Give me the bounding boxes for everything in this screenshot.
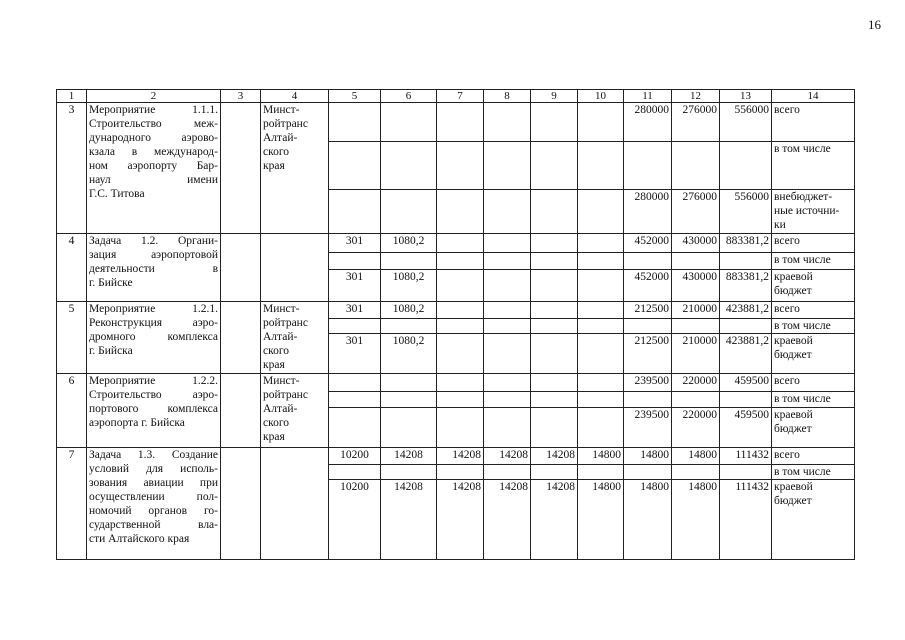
cell-col-8 (484, 270, 531, 302)
cell-col-5 (329, 408, 381, 448)
funding-source (772, 408, 855, 448)
cell-col-8 (484, 302, 531, 319)
executor-line: Минст- (263, 104, 300, 116)
cell-col-5 (329, 142, 381, 190)
funding-source: в том числе (772, 142, 855, 190)
cell-col-7 (437, 374, 484, 392)
cell-col-5 (329, 465, 381, 480)
cell-col-7 (437, 465, 484, 480)
measure-name-line: деятельности в (89, 263, 218, 275)
cell-col-3 (221, 374, 261, 448)
cell-col-9 (531, 319, 578, 334)
executor-line: Алтай- (263, 331, 298, 343)
cell-col-8 (484, 253, 531, 270)
executor-line: ского (263, 417, 290, 429)
measure-name (87, 103, 221, 234)
measure-name-line: Задача 1.3. Создание (89, 449, 218, 461)
cell-col-6: 1080,2 (381, 234, 437, 253)
cell-col-5 (329, 190, 381, 234)
cell-col-5 (329, 392, 381, 408)
cell-col-7 (437, 253, 484, 270)
cell-col-13 (720, 392, 772, 408)
cell-col-11: 239500 (624, 408, 672, 448)
cell-col-11 (624, 253, 672, 270)
page-number: 16 (868, 17, 881, 32)
executor (261, 103, 329, 234)
funding-source (772, 480, 855, 560)
cell-col-7 (437, 190, 484, 234)
executor-line: ройтранс (263, 389, 308, 401)
cell-col-10 (578, 465, 624, 480)
cell-col-12: 210000 (672, 302, 720, 319)
row-number: 3 (57, 103, 87, 234)
cell-col-7 (437, 270, 484, 302)
cell-col-8 (484, 334, 531, 374)
cell-col-8 (484, 103, 531, 142)
cell-col-5: 301 (329, 270, 381, 302)
funding-source: всего (772, 234, 855, 253)
measure-name-line: Задача 1.2. Органи- (89, 235, 218, 247)
measure-name (87, 448, 221, 560)
funding-source (772, 270, 855, 302)
table-row (57, 302, 855, 319)
measure-name-line: зования авиации при (89, 477, 218, 489)
cell-col-6: 14208 (381, 448, 437, 465)
executor-line: Алтай- (263, 403, 298, 415)
column-header: 12 (672, 90, 720, 103)
funding-source-line: внебюджет- (774, 191, 833, 203)
cell-col-3 (221, 103, 261, 234)
column-header: 3 (221, 90, 261, 103)
funding-source-line: бюджет (774, 349, 812, 361)
column-header: 8 (484, 90, 531, 103)
cell-col-11: 14800 (624, 448, 672, 465)
funding-source-line: ки (774, 219, 786, 231)
cell-col-11 (624, 465, 672, 480)
cell-col-12 (672, 253, 720, 270)
cell-col-13 (720, 319, 772, 334)
measure-name-line: зация аэропортовой (89, 249, 218, 261)
column-header: 5 (329, 90, 381, 103)
cell-col-9 (531, 234, 578, 253)
measure-name-line: Строительство меж- (89, 118, 218, 130)
cell-col-8 (484, 392, 531, 408)
cell-col-12 (672, 142, 720, 190)
measure-name-line: наул имени (89, 174, 218, 186)
cell-col-9 (531, 190, 578, 234)
funding-source-line: бюджет (774, 285, 812, 297)
cell-col-8 (484, 319, 531, 334)
cell-col-10 (578, 253, 624, 270)
cell-col-7: 14208 (437, 448, 484, 465)
cell-col-7 (437, 334, 484, 374)
cell-col-8 (484, 234, 531, 253)
cell-col-7 (437, 103, 484, 142)
funding-source: всего (772, 448, 855, 465)
funding-source-line: бюджет (774, 495, 812, 507)
executor (261, 234, 329, 302)
measure-name-line: Строительство аэро- (89, 389, 218, 401)
measure-name-line: номочий органов го- (89, 505, 218, 517)
cell-col-8 (484, 374, 531, 392)
measure-name-line: портового комплекса (89, 403, 218, 415)
cell-col-13: 556000 (720, 190, 772, 234)
measure-name-line: сударственной вла- (89, 519, 218, 531)
cell-col-8: 14208 (484, 448, 531, 465)
measure-name (87, 234, 221, 302)
cell-col-12: 220000 (672, 408, 720, 448)
cell-col-13: 459500 (720, 408, 772, 448)
cell-col-9 (531, 302, 578, 319)
cell-col-10 (578, 142, 624, 190)
measure-name-line: ном аэропорту Бар- (89, 160, 218, 172)
table-row (57, 374, 855, 392)
cell-col-8 (484, 465, 531, 480)
cell-col-13: 111432 (720, 480, 772, 560)
funding-source: всего (772, 103, 855, 142)
measure-name-line: кзала в международ- (89, 146, 218, 158)
cell-col-6 (381, 374, 437, 392)
cell-col-13: 459500 (720, 374, 772, 392)
funding-source: в том числе (772, 392, 855, 408)
table-row (57, 103, 855, 142)
cell-col-5 (329, 103, 381, 142)
cell-col-9 (531, 253, 578, 270)
executor (261, 302, 329, 374)
column-header: 7 (437, 90, 484, 103)
cell-col-6 (381, 392, 437, 408)
table-row (57, 448, 855, 465)
cell-col-12: 276000 (672, 190, 720, 234)
executor-line: ского (263, 345, 290, 357)
cell-col-5: 10200 (329, 448, 381, 465)
cell-col-13 (720, 465, 772, 480)
column-header: 2 (87, 90, 221, 103)
measure-name-line: аэропорта г. Бийска (89, 417, 185, 429)
cell-col-7 (437, 408, 484, 448)
measure-name-line: г. Бийска (89, 345, 133, 357)
cell-col-11: 212500 (624, 334, 672, 374)
funding-source-line: краевой (774, 271, 813, 283)
cell-col-9: 14208 (531, 448, 578, 465)
cell-col-5 (329, 253, 381, 270)
cell-col-12: 430000 (672, 234, 720, 253)
cell-col-9 (531, 465, 578, 480)
column-header: 6 (381, 90, 437, 103)
cell-col-9: 14208 (531, 480, 578, 560)
cell-col-12: 14800 (672, 448, 720, 465)
cell-col-11: 212500 (624, 302, 672, 319)
cell-col-10 (578, 190, 624, 234)
measure-name-line: Мероприятие 1.2.1. (89, 303, 218, 315)
cell-col-12 (672, 465, 720, 480)
measure-name-line: условий для исполь- (89, 463, 218, 475)
cell-col-11: 280000 (624, 190, 672, 234)
cell-col-5: 301 (329, 334, 381, 374)
cell-col-11 (624, 392, 672, 408)
cell-col-7 (437, 234, 484, 253)
column-header: 9 (531, 90, 578, 103)
cell-col-8 (484, 190, 531, 234)
row-number: 7 (57, 448, 87, 560)
cell-col-7: 14208 (437, 480, 484, 560)
funding-source-line: бюджет (774, 423, 812, 435)
cell-col-10 (578, 270, 624, 302)
measure-name-line: г. Бийске (89, 277, 133, 289)
header-row (57, 90, 855, 103)
cell-col-13: 883381,2 (720, 234, 772, 253)
column-header: 14 (772, 90, 855, 103)
cell-col-9 (531, 408, 578, 448)
cell-col-12: 220000 (672, 374, 720, 392)
cell-col-10 (578, 234, 624, 253)
funding-source: всего (772, 374, 855, 392)
cell-col-13 (720, 142, 772, 190)
cell-col-6 (381, 408, 437, 448)
column-header: 1 (57, 90, 87, 103)
cell-col-7 (437, 142, 484, 190)
cell-col-5 (329, 319, 381, 334)
cell-col-10: 14800 (578, 480, 624, 560)
funding-source-line: ные источни- (774, 205, 840, 217)
cell-col-12: 430000 (672, 270, 720, 302)
cell-col-13: 556000 (720, 103, 772, 142)
cell-col-11: 239500 (624, 374, 672, 392)
measure-name-line: Мероприятие 1.1.1. (89, 104, 218, 116)
cell-col-6 (381, 190, 437, 234)
cell-col-6: 1080,2 (381, 302, 437, 319)
cell-col-6: 14208 (381, 480, 437, 560)
measure-name-line: Реконструкция аэро- (89, 317, 218, 329)
cell-col-11: 14800 (624, 480, 672, 560)
cell-col-13: 883381,2 (720, 270, 772, 302)
funding-source: всего (772, 302, 855, 319)
cell-col-10 (578, 319, 624, 334)
cell-col-10 (578, 103, 624, 142)
funding-source: в том числе (772, 253, 855, 270)
executor-line: края (263, 160, 285, 172)
cell-col-10 (578, 302, 624, 319)
funding-source: в том числе (772, 465, 855, 480)
cell-col-11 (624, 319, 672, 334)
cell-col-13: 111432 (720, 448, 772, 465)
funding-source-line: краевой (774, 481, 813, 493)
executor (261, 448, 329, 560)
cell-col-6: 1080,2 (381, 334, 437, 374)
program-measures-table (56, 89, 855, 560)
cell-col-6 (381, 465, 437, 480)
cell-col-6 (381, 103, 437, 142)
cell-col-11: 452000 (624, 270, 672, 302)
measure-name (87, 374, 221, 448)
cell-col-9 (531, 334, 578, 374)
cell-col-8: 14208 (484, 480, 531, 560)
cell-col-7 (437, 392, 484, 408)
cell-col-13: 423881,2 (720, 302, 772, 319)
cell-col-8 (484, 142, 531, 190)
executor-line: Минст- (263, 303, 300, 315)
measure-name-line: Мероприятие 1.2.2. (89, 375, 218, 387)
cell-col-9 (531, 392, 578, 408)
executor-line: ского (263, 146, 290, 158)
measure-name-line: осуществлении пол- (89, 491, 218, 503)
cell-col-11: 280000 (624, 103, 672, 142)
row-number: 5 (57, 302, 87, 374)
measure-name-line: Г.С. Титова (89, 188, 145, 200)
cell-col-8 (484, 408, 531, 448)
measure-name (87, 302, 221, 374)
cell-col-10 (578, 408, 624, 448)
cell-col-3 (221, 448, 261, 560)
cell-col-12: 276000 (672, 103, 720, 142)
cell-col-12 (672, 319, 720, 334)
cell-col-9 (531, 142, 578, 190)
cell-col-9 (531, 103, 578, 142)
column-header: 10 (578, 90, 624, 103)
cell-col-7 (437, 319, 484, 334)
row-number: 6 (57, 374, 87, 448)
executor-line: Минст- (263, 375, 300, 387)
row-number: 4 (57, 234, 87, 302)
column-header: 13 (720, 90, 772, 103)
cell-col-10 (578, 374, 624, 392)
executor-line: ройтранс (263, 118, 308, 130)
cell-col-12: 210000 (672, 334, 720, 374)
cell-col-11 (624, 142, 672, 190)
cell-col-12: 14800 (672, 480, 720, 560)
funding-source (772, 334, 855, 374)
column-header: 11 (624, 90, 672, 103)
funding-source-line: краевой (774, 335, 813, 347)
measure-name-line: сти Алтайского края (89, 533, 190, 545)
measure-name-line: дромного комплекса (89, 331, 218, 343)
cell-col-10: 14800 (578, 448, 624, 465)
cell-col-10 (578, 392, 624, 408)
table-row (57, 234, 855, 253)
cell-col-5: 301 (329, 234, 381, 253)
executor-line: Алтай- (263, 132, 298, 144)
cell-col-5: 301 (329, 302, 381, 319)
cell-col-9 (531, 270, 578, 302)
column-header: 4 (261, 90, 329, 103)
cell-col-9 (531, 374, 578, 392)
cell-col-13: 423881,2 (720, 334, 772, 374)
funding-source: в том числе (772, 319, 855, 334)
cell-col-11: 452000 (624, 234, 672, 253)
cell-col-6 (381, 253, 437, 270)
cell-col-6 (381, 142, 437, 190)
executor-line: ройтранс (263, 317, 308, 329)
cell-col-10 (578, 334, 624, 374)
cell-col-12 (672, 392, 720, 408)
cell-col-5: 10200 (329, 480, 381, 560)
funding-source-line: краевой (774, 409, 813, 421)
cell-col-3 (221, 302, 261, 374)
cell-col-6: 1080,2 (381, 270, 437, 302)
cell-col-5 (329, 374, 381, 392)
executor (261, 374, 329, 448)
cell-col-7 (437, 302, 484, 319)
executor-line: края (263, 431, 285, 443)
cell-col-6 (381, 319, 437, 334)
funding-source (772, 190, 855, 234)
measure-name-line: дународного аэрово- (89, 132, 218, 144)
cell-col-3 (221, 234, 261, 302)
executor-line: края (263, 359, 285, 371)
cell-col-13 (720, 253, 772, 270)
